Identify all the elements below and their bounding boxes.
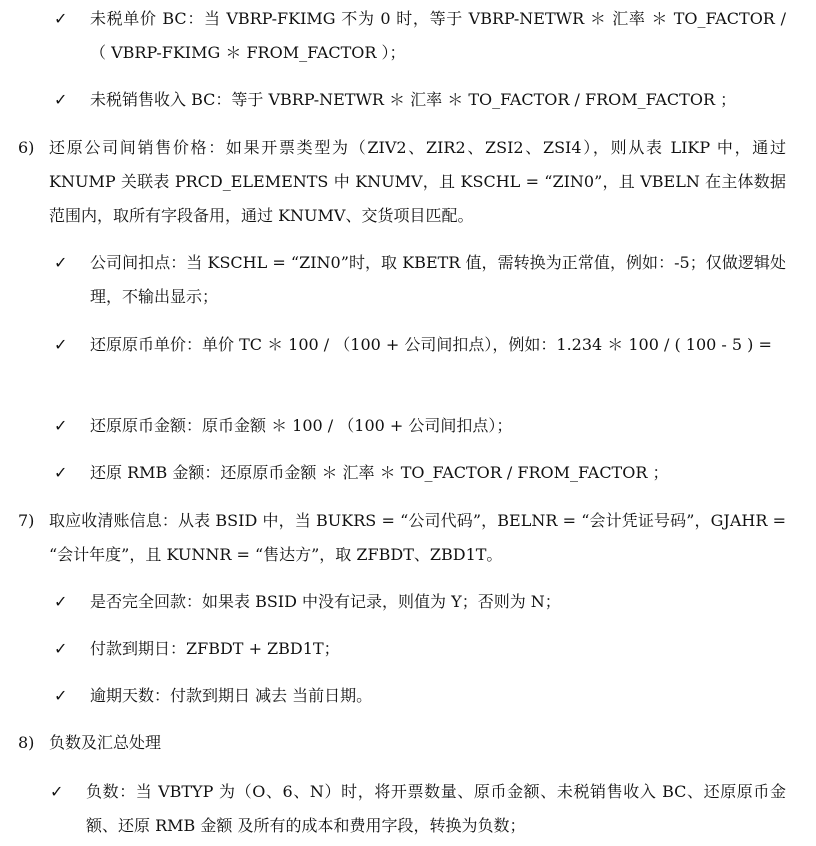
check-icon: ✓ [54,9,68,28]
check-icon: ✓ [54,686,68,705]
bullet-text: 还原原币单价：单价 TC ＊ 100 / （100 + 公司间扣点），例如：1.234 ＊ 100 / ( 100 - 5 ) = [90,335,772,354]
check-icon: ✓ [54,416,68,435]
section-number: 8) [18,733,35,752]
bullet-text: 负数：当 VBTYP 为（O、6、N）时，将开票数量、原币金额、未税销售收入 BC、还原原币金额、还原 RMB 金额 及所有的成本和费用字段，转换为负数； [86,782,786,835]
bullet-text: 还原原币金额：原币金额 ＊ 100 / （100 + 公司间扣点）； [90,416,513,435]
section-number: 6) [18,138,35,157]
check-icon: ✓ [50,782,64,801]
bullet-text: 是否完全回款：如果表 BSID 中没有记录，则值为 Y；否则为 N； [90,592,561,611]
section-number: 7) [18,511,35,530]
bullet-text: 付款到期日：ZFBDT + ZBD1T； [90,639,340,658]
check-icon: ✓ [54,253,68,272]
check-icon: ✓ [54,335,68,354]
bullet-text: 还原 RMB 金额：还原原币金额 ＊ 汇率 ＊ TO_FACTOR / FROM_FACTOR ； [90,463,669,482]
check-icon: ✓ [54,639,68,658]
bullet-text: 未税销售收入 BC：等于 VBRP-NETWR ＊ 汇率 ＊ TO_FACTOR / FROM_FACTOR ； [90,90,737,109]
section-text: 负数及汇总处理 [49,733,162,752]
check-icon: ✓ [54,90,68,109]
bullet-text: 未税单价 BC：当 VBRP-FKIMG 不为 0 时，等于 VBRP-NETWR ＊ 汇率 ＊ TO_FACTOR / （ VBRP-FKIMG ＊ FROM_FACTOR ）； [90,9,786,62]
bullet-text: 逾期天数：付款到期日 减去 当前日期。 [90,686,373,705]
check-icon: ✓ [54,463,68,482]
section-text: 取应收清账信息：从表 BSID 中，当 BUKRS = “公司代码”，BELNR = “会计凭证号码”，GJAHR = “会计年度”，且 KUNNR = “售达方”，取 ZFBDT、ZBD1T。 [49,511,786,564]
bullet-text: 公司间扣点：当 KSCHL = “ZIN0”时，取 KBETR 值，需转换为正常值，例如：-5；仅做逻辑处理，不输出显示； [90,253,786,306]
section-text: 还原公司间销售价格：如果开票类型为（ZIV2、ZIR2、ZSI2、ZSI4），则从表 LIKP 中，通过 KNUMP 关联表 PRCD_ELEMENTS 中 KNUMV，且 KSCHL = “ZIN0”，且 VBELN 在主体数据范围内，取所有字段备用，通过 KNUMV、交货项目匹配。 [49,138,786,225]
check-icon: ✓ [54,592,68,611]
